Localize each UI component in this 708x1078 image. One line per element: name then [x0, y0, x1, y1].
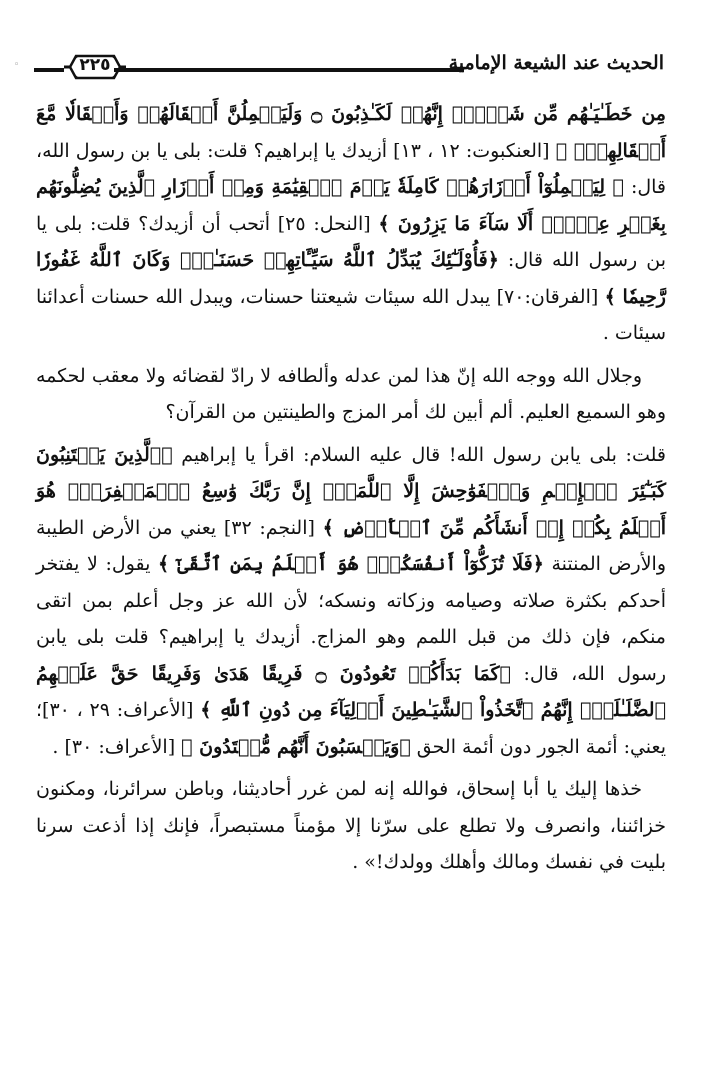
quran-verse: ٱللَّهِ ﴾ — [200, 699, 253, 721]
prose-text: ونسكه؛ لأن الله عز وجل أعلم بمن اتقى منكم، فإن ذلك من قبل اللمم — [36, 589, 666, 648]
header-rule-left — [34, 68, 64, 72]
prose-text: [الأعراف: ٢٩ ، ٣٠]؛ يعني: أئمة الجور دون أئمة الحق — [36, 699, 666, 758]
text-line — [92, 365, 642, 387]
prose-text: خذها إليك يا أبا إسحاق، فوالله إنه لمن غرر أحاديثنا، وباطن سرائرنا، — [102, 778, 642, 800]
quran-verse: كَبَـٰٓئِرَ ٱلۡإِثۡمِ وَٱلۡفَوَٰحِشَ إِلَّا ٱللَّمَمَۚ إِنَّ رَبَّكَ وَٰسِعُ ٱلۡمَغۡفِرَةِۚ هُوَ أَعۡلَمُ بِكُمۡ إِذۡ أَنشَأَكُم مِّنَ — [36, 480, 667, 539]
paragraph-p3 — [36, 437, 666, 766]
prose-text: قلت: بلى يابن رسول الله! قال عليه السلام: اقرأ يا إبراهيم — [172, 443, 666, 466]
prose-text: [النجم: ٣٢] يعني من الأرض الطيبة والأرض المنتنة — [36, 516, 666, 575]
prose-text: [النحل: ٢٥] أتحب أن أزيدك؟ قلت: بلى يا بن رسول الله — [36, 212, 666, 271]
paragraph-p2 — [36, 358, 666, 431]
prose-text: يبدل الله سيئات شيعتنا حسنات، ويبدل الله حسنات أعدائنا سيئات . — [36, 285, 666, 344]
paragraph-p1 — [36, 96, 666, 352]
quran-verse: ﴿كَمَا بَدَأَكُمۡ — [408, 662, 511, 685]
quran-verse: ٱلۡأَرۡضِ ﴾ — [322, 516, 433, 539]
body-text — [36, 96, 666, 881]
page-header — [34, 50, 664, 90]
prose-text: يقول: لا يفتخر أحدكم بكثرة صلاته وصيامه وزكاته — [36, 553, 666, 612]
running-title: الحديث عند الشيعة الإمامية — [448, 52, 664, 74]
prose-text: إذا أذعت سرنا بليت في نفسك ومالك وأهلك وولدك!» . — [36, 814, 666, 873]
prose-text: قال: — [498, 249, 543, 271]
prose-text: ومكنون خزائننا، وانصرف ولا تطلع على سرّنا إلا مؤمناً مستبصراً، فإنك — [36, 778, 666, 837]
quran-verse: ﴿وَيَحۡسَبُونَ أَنَّهُم — [277, 735, 411, 758]
paragraph-p4 — [36, 771, 666, 881]
text-line — [52, 736, 271, 758]
quran-verse: ﴿ لِيَحۡمِلُوٓاْ أَوۡزَارَهُمۡ كَامِلَةٗ يَوۡمَ ٱلۡقِيَٰمَةِ وَمِنۡ أَوۡزَارِ ٱلَّذِينَ يُضِلُّونَهُم بِغَيۡرِ عِلۡمٍۗ أَلَا — [36, 176, 666, 235]
prose-text: وهو المزاج. أزيدك يا إبراهيم؟ قلت بلى يابن رسول الله، قال: — [36, 626, 667, 685]
scan-mark: ◦ — [14, 60, 20, 70]
header-rule — [114, 68, 464, 72]
prose-text: وجلال الله ووجه الله إنّ هذا لمن عدله وألطافه لا رادّ لقضائه ولا معقب — [91, 364, 643, 387]
quran-verse: أَنفُسَكُمۡۖ هُوَ أَعۡلَمُ بِمَنِ ٱتَّقَىٰٓ ﴾ — [158, 553, 457, 575]
quran-verse: ﴿فَأُوْلَـٰٓئِكَ يُبَدِّلُ ٱللَّهُ سَيِّـَٔاتِهِمۡ حَسَنَـٰتٖۗ وَكَانَ ٱللَّهُ غَفُورٗا رَّحِيمٗا ﴾ — [36, 249, 666, 308]
page-number: ٢٢٥ — [79, 55, 111, 75]
page-number-ornament — [64, 52, 126, 82]
quran-verse: ﴿ٱلَّذِينَ يَجۡتَنِبُونَ — [36, 443, 173, 466]
text-line — [103, 778, 642, 800]
prose-text: [الأعراف: ٣٠] . — [52, 735, 182, 758]
quran-verse: مِن خَطَـٰيَـٰهُم مِّن شَيۡءٍۖ إِنَّهُمۡ لَكَـٰذِبُونَ ۝ وَلَيَحۡمِلُنَّ أَثۡقَالَهُمۡ وَأَثۡقَالٗا مَّعَ أَثۡقَالِهِمۡۖ ﴾ — [36, 103, 666, 162]
quran-verse: مُّهۡتَدُونَ ﴾ — [181, 735, 271, 758]
quran-verse: ﴿فَلَا تُزَكُّوٓاْ — [464, 553, 544, 575]
prose-text: [العنكبوت: ١٢ ، ١٣] أزيدك يا إبراهيم؟ قلت: بلى يا بن رسول الله، قال: — [36, 139, 667, 198]
text-line — [36, 444, 666, 466]
quran-verse: سَآءَ مَا يَزِرُونَ ﴾ — [378, 212, 510, 235]
quran-verse: تَعُودُونَ ۝ فَرِيقًا هَدَىٰ وَفَرِيقًا حَقَّ عَلَيۡهِمُ ٱلضَّلَـٰلَةُۚ إِنَّهُمُ ٱتَّخَذُواْ ٱلشَّيَـٰطِينَ أَوۡلِيَآءَ مِن دُونِ — [36, 662, 666, 721]
prose-text: لحكمه وهو السميع العليم. ألم أبين لك أمر المزج والطينتين من القرآن؟ — [36, 364, 666, 423]
prose-text: [الفرقان:٧٠] — [496, 285, 605, 308]
